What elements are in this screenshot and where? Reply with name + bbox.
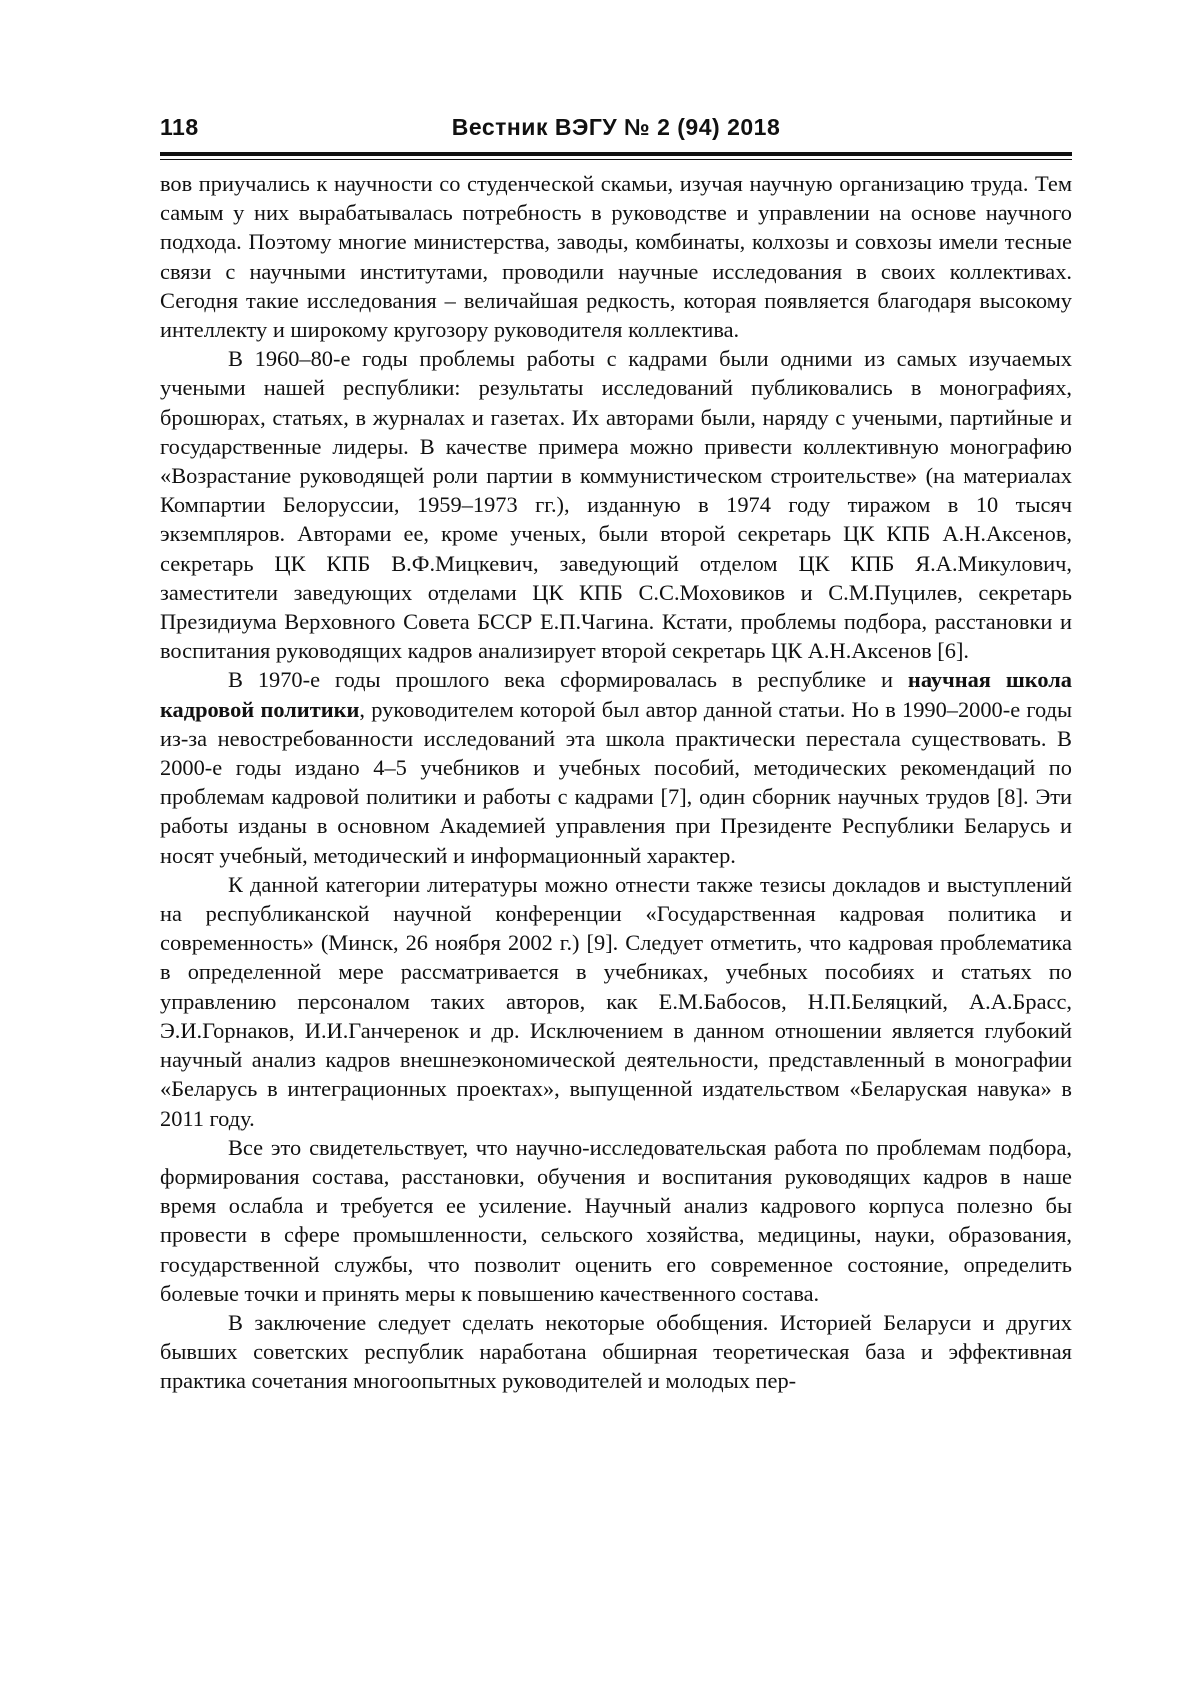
running-header [160, 110, 1072, 146]
paragraph-research-weakened: Все это свидетельствует, что научно-исследовательская работа по проблемам подбора, формирования состава, расстановки, обучения и воспитания руководящих кадров в наше время ослабла и требуется ее усиление. Научный анализ кадрового корпуса полезно бы провести в сфере промышленности, сельского хозяйства, медицины, науки, образования, государственной службы, что позволит оценить его современное состояние, определить болевые точки и принять меры к повышению качественного состава. [160, 1134, 1072, 1306]
bold-term: научная школа кадровой политики [160, 667, 1072, 722]
paragraph-text: В 1970-е годы прошлого века сформировалась в республике и [228, 667, 908, 693]
article-body [160, 169, 1072, 1396]
header-rule-thick [160, 152, 1072, 156]
paragraph-literature: К данной категории литературы можно отнести также тезисы докладов и выступлений на республиканской научной конференции «Государственная кадровая политика и современность» (Минск, 26 ноября 2002 г.) [9]. Следует отметить, что кадровая проблематика в определенной мере рассматривается в учебниках, учебных пособиях и статьях по управлению персоналом таких авторов, как Е.М.Бабосов, Н.П.Беляцкий, А.А.Брасс, Э.И.Горнаков, И.И.Ганчеренок и др. Исключением в данном отношении является глубокий научный анализ кадров внешнеэкономической деятельности, представленный в монографии «Беларусь в интеграционных проектах», выпущенной издательством «Беларуская навука» в 2011 году. [160, 871, 1072, 1131]
journal-page [160, 110, 1072, 1396]
paragraph-text: , руководителем которой был автор данной статьи. Но в 1990–2000-е годы из-за невостребованности исследований эта школа практически перестала существовать. В 2000-е годы издано 4–5 учебников и учебных пособий, методических рекомендаций по проблемам кадровой политики и работы с кадрами [7], один сборник научных трудов [8]. Эти работы изданы в основном Академией управления при Президенте Республики Беларусь и носят учебный, методический и информационный характер. [160, 696, 1072, 868]
paragraph-scientific-school [160, 665, 1072, 869]
paragraph-research-1960s: В 1960–80-е годы проблемы работы с кадрами были одними из самых изучаемых учеными нашей республики: результаты исследований публиковались в монографиях, брошюрах, статьях, в журналах и газетах. Их авторами были, наряду с учеными, партийные и государственные лидеры. В качестве примера можно привести коллективную монографию «Возрастание руководящей роли партии в коммунистическом строительстве» (на материалах Компартии Белоруссии, 1959–1973 гг.), изданную в 1974 году тиражом в 10 тысяч экземпляров. Авторами ее, кроме ученых, были второй секретарь ЦК КПБ А.Н.Аксенов, секретарь ЦК КПБ В.Ф.Мицкевич, заведующий отделом ЦК КПБ Я.А.Микулович, заместители заведующих отделами ЦК КПБ С.С.Моховиков и С.М.Пуцилев, секретарь Президиума Верховного Совета БССР Е.П.Чагина. Кстати, проблемы подбора, расстановки и воспитания руководящих кадров анализирует второй секретарь ЦК А.Н.Аксенов [6]. [160, 346, 1072, 664]
paragraph-continuation: вов приучались к научности со студенческой скамьи, изучая научную организацию труда. Тем самым у них вырабатывалась потребность в руководстве и управлении на основе научного подхода. Поэтому многие министерства, заводы, комбинаты, колхозы и совхозы имели тесные связи с научными институтами, проводили научные исследования в своих коллективах. Сегодня такие исследования – величайшая редкость, которая появляется благодаря высокому интеллекту и широкому кругозору руководителя коллектива. [160, 171, 1072, 343]
page-number: 118 [160, 114, 199, 140]
header-rule-thin [160, 159, 1072, 160]
journal-title: Вестник ВЭГУ № 2 (94) 2018 [451, 114, 781, 140]
paragraph-conclusion: В заключение следует сделать некоторые обобщения. Историей Беларуси и других бывших советских республик наработана обширная теоретическая база и эффективная практика сочетания многоопытных руководителей и молодых пер- [160, 1309, 1072, 1394]
